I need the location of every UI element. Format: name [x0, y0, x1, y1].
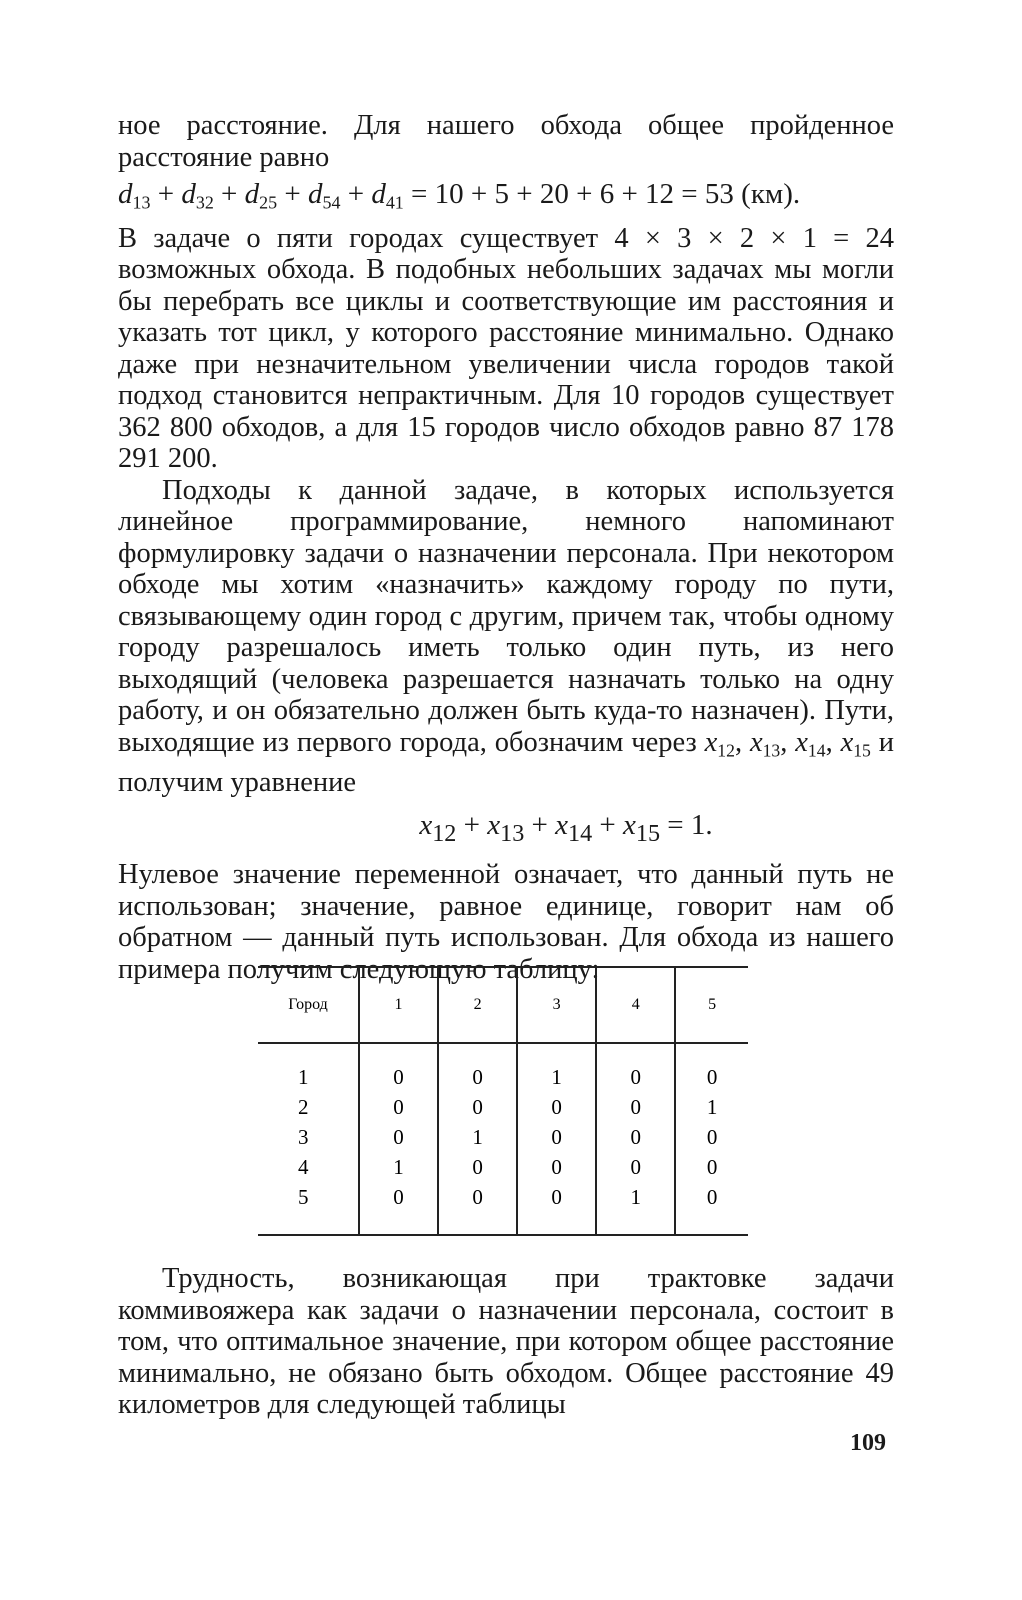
table-cell: 0: [359, 1122, 438, 1152]
table-header-cell: 4: [596, 967, 675, 1043]
table-header-cell: 3: [517, 967, 596, 1043]
paragraph-4: Нулевое значение переменной означает, что данный путь не использован; значение, равное единице, говорит нам об обратном — данный путь использован. Для обхода из нашего примера получим следующую таблицу:: [118, 859, 894, 985]
table-row: [258, 1122, 748, 1152]
paragraph-3: Подходы к данной задаче, в которых используется линейное программирование, немного напоминают формулировку задачи о назначении персонала. При некотором обходе мы хотим «назначить» каждому городу по пути, связывающему один город с другим, причем так, чтобы одному городу разрешалось иметь только один путь, из него выходящий (человека разрешается назначать только на одну работу, и он обязательно должен быть куда-то назначен). Пути, выходящие из первого города, обозначим через $x_{12}$, $x_{13}$, $x_{14}$, $x_{15}$ и получим уравнение: [118, 474, 895, 798]
table-cell: 0: [596, 1122, 675, 1152]
table-cell: 0: [517, 1092, 596, 1122]
table-cell: 0: [675, 1152, 748, 1182]
table-header-cell: 2: [438, 967, 517, 1043]
formula-distance-sum: $d_{13} + d_{32} + d_{25} + d_{54} + d_{41} = 10 + 5 + 20 + 6 + 12 = 53$ (км).: [118, 178, 801, 213]
table-header-cell: 5: [675, 967, 748, 1043]
table-cell: 1: [359, 1152, 438, 1182]
formula-first-city: $x_{12} + x_{13} + x_{14} + x_{15} = 1$.: [419, 809, 713, 847]
table-cell: 0: [359, 1092, 438, 1122]
table-cell: 1: [675, 1092, 748, 1122]
table-cell: 1: [438, 1122, 517, 1152]
table-cell: 0: [517, 1122, 596, 1152]
paragraph-2: В задаче о пяти городах существует 4 × 3 × 2 × 1 = 24 возможных обхода. В подобных небольших задачах мы могли бы перебрать все циклы и соответствующие им расстояния и указать тот цикл, у которого расстояние минимально. Однако даже при незначительном увеличении числа городов такой подход становится непрактичным. Для 10 городов существует 362 800 обходов, а для 15 городов число обходов равно 87 178 291 200.: [118, 222, 894, 475]
table-header-row: [258, 967, 748, 1043]
table-row: [258, 1182, 748, 1235]
assignment-table: [258, 966, 748, 1236]
paragraph-5: Трудность, возникающая при трактовке задачи коммивояжера как задачи о назначении персонала, состоит в том, что оптимальное значение, при котором общее расстояние минимально, не обязано быть обходом. Общее расстояние 49 километров для следующей таблицы: [118, 1263, 894, 1420]
paragraph-1: ное расстояние. Для нашего обхода общее пройденное расстояние равно: [118, 110, 894, 173]
table-row: [258, 1092, 748, 1122]
table-cell: 4: [298, 1155, 309, 1179]
table-cell: 0: [359, 1043, 438, 1092]
table-cell: 0: [675, 1182, 748, 1235]
table-cell: 1: [298, 1065, 309, 1089]
table-cell: 0: [675, 1122, 748, 1152]
page-number: 109: [850, 1430, 886, 1456]
table-cell: 0: [517, 1152, 596, 1182]
table-cell: 0: [675, 1043, 748, 1092]
table-header-cell: Город: [258, 967, 359, 1043]
table-cell: 2: [298, 1095, 309, 1119]
table-cell: 0: [438, 1092, 517, 1122]
table-cell: 0: [517, 1182, 596, 1235]
table-cell: 3: [298, 1125, 309, 1149]
table-row: [258, 1043, 748, 1092]
table-cell: 0: [438, 1152, 517, 1182]
table-header-cell: 1: [359, 967, 438, 1043]
table-row: [258, 1152, 748, 1182]
table-cell: 0: [438, 1043, 517, 1092]
table-cell: 0: [438, 1182, 517, 1235]
table-cell: 0: [596, 1092, 675, 1122]
table-cell: 1: [517, 1043, 596, 1092]
table-cell: 1: [596, 1182, 675, 1235]
table-cell: 0: [596, 1152, 675, 1182]
table-cell: 0: [359, 1182, 438, 1235]
table-cell: 5: [258, 1182, 359, 1235]
page-body: [118, 110, 894, 985]
table-cell: 0: [596, 1043, 675, 1092]
